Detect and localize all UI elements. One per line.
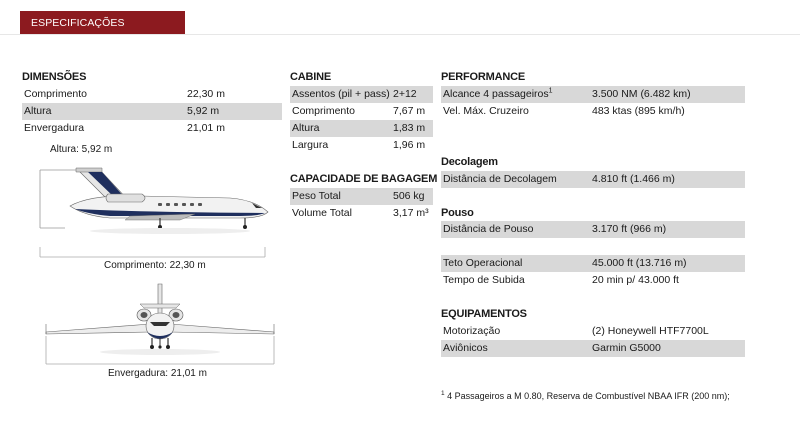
banner-divider xyxy=(0,34,800,35)
length-dimension-line xyxy=(20,245,270,259)
row-label: Tempo de Subida xyxy=(443,274,525,286)
table-row xyxy=(22,86,282,103)
baggage-table xyxy=(290,188,433,222)
row-label: Volume Total xyxy=(292,207,352,219)
cabin-title: CABINE xyxy=(290,71,331,83)
row-label: Envergadura xyxy=(24,122,85,134)
equipment-table xyxy=(441,323,745,357)
ceiling-table xyxy=(441,255,745,289)
landing-table xyxy=(441,221,745,238)
table-row xyxy=(441,323,745,340)
table-row xyxy=(290,103,433,120)
row-value: 45.000 ft (13.716 m) xyxy=(592,257,687,269)
dimensions-title: DIMENSÕES xyxy=(22,71,87,83)
footnote-text: 4 Passageiros a M 0.80, Reserva de Combustível NBAA IFR (200 nm); xyxy=(444,391,730,401)
table-row xyxy=(290,188,433,205)
row-label xyxy=(441,86,589,103)
row-label: Largura xyxy=(292,139,329,151)
section-banner: ESPECIFICAÇÕES DETALHADAS xyxy=(20,11,185,35)
row-value: 22,30 m xyxy=(187,88,225,100)
footnote-marker: 1 xyxy=(548,87,553,95)
table-row xyxy=(441,103,745,120)
row-value: 21,01 m xyxy=(187,122,225,134)
row-value: 3.500 NM (6.482 km) xyxy=(592,88,691,100)
row-label: Vel. Máx. Cruzeiro xyxy=(443,105,529,117)
span-caption: Envergadura: 21,01 m xyxy=(108,368,207,379)
table-row xyxy=(290,205,433,222)
height-caption: Altura: 5,92 m xyxy=(50,144,113,155)
footnote-marker: 1 xyxy=(441,390,445,397)
row-label: Altura xyxy=(292,122,320,134)
row-value: 1,83 m xyxy=(393,122,426,134)
row-label: Distância de Pouso xyxy=(443,223,534,235)
table-row xyxy=(22,120,282,137)
table-row xyxy=(441,255,745,272)
row-label: Teto Operacional xyxy=(443,257,523,269)
row-label: Peso Total xyxy=(292,190,341,202)
row-value: 3,17 m³ xyxy=(393,207,429,219)
row-value: 7,67 m xyxy=(393,105,426,117)
dimensions-table xyxy=(22,86,282,137)
equipment-title: EQUIPAMENTOS xyxy=(441,308,527,320)
table-row xyxy=(441,86,745,103)
row-value: Garmin G5000 xyxy=(592,342,661,354)
table-row xyxy=(22,103,282,120)
jet-front-view-image xyxy=(40,280,280,370)
row-label: Altura xyxy=(24,105,52,117)
row-value: 1,96 m xyxy=(393,139,426,151)
row-value: 483 ktas (895 km/h) xyxy=(592,105,685,117)
takeoff-table xyxy=(441,171,745,188)
row-value: 506 kg xyxy=(393,190,425,202)
row-label: Motorização xyxy=(443,325,501,337)
table-row xyxy=(290,86,433,103)
baggage-title: CAPACIDADE DE BAGAGEM xyxy=(290,173,438,185)
row-label-text: Alcance 4 passageiros xyxy=(443,88,549,100)
cabin-table xyxy=(290,86,433,154)
takeoff-title: Decolagem xyxy=(441,156,498,168)
table-row xyxy=(441,171,745,188)
row-value: 20 min p/ 43.000 ft xyxy=(592,274,679,286)
row-label: Distância de Decolagem xyxy=(443,173,557,185)
row-value: 5,92 m xyxy=(187,105,220,117)
row-label: Assentos (pil + pass) xyxy=(292,88,390,100)
length-caption: Comprimento: 22,30 m xyxy=(104,260,206,271)
row-value: (2) Honeywell HTF7700L xyxy=(592,325,709,337)
row-value: 2+12 xyxy=(393,88,417,100)
row-value: 3.170 ft (966 m) xyxy=(592,223,667,235)
performance-title: PERFORMANCE xyxy=(441,71,525,83)
landing-title: Pouso xyxy=(441,207,474,219)
footnote xyxy=(441,391,730,401)
table-row xyxy=(441,221,745,238)
table-row xyxy=(290,137,433,154)
jet-side-view-image xyxy=(30,156,280,236)
row-value: 4.810 ft (1.466 m) xyxy=(592,173,675,185)
row-label: Comprimento xyxy=(292,105,356,117)
table-row xyxy=(441,340,745,357)
row-label: Aviônicos xyxy=(443,342,488,354)
performance-table xyxy=(441,86,745,120)
row-label: Comprimento xyxy=(24,88,88,100)
table-row xyxy=(290,120,433,137)
table-row xyxy=(441,272,745,289)
